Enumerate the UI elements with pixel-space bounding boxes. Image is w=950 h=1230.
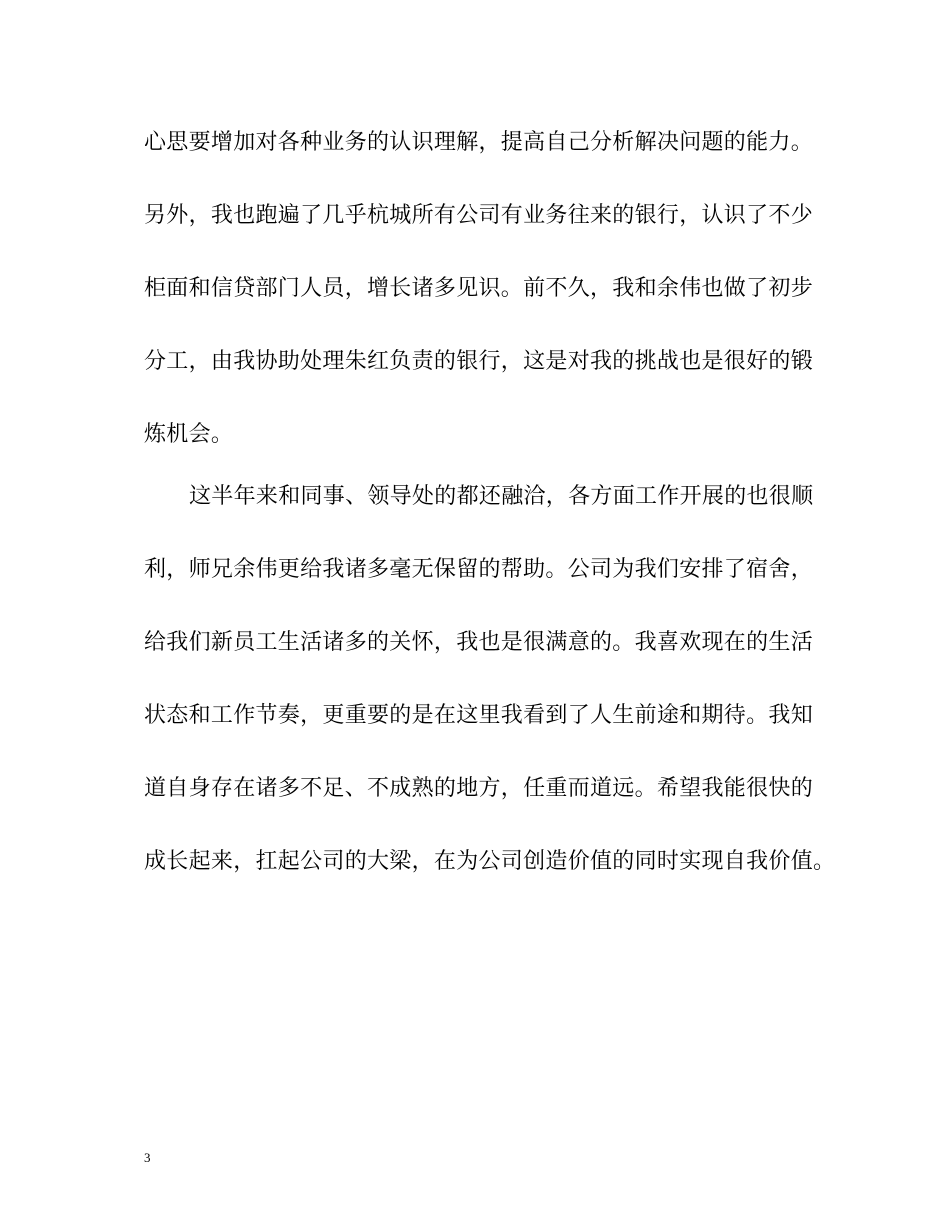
paragraph-1-line-3: 柜面和信贷部门人员，增长诸多见识。前不久，我和余伟也做了初步: [144, 276, 814, 301]
paragraph-2-line-6: 成长起来，扛起公司的大梁，在为公司创造价值的同时实现自我价值。: [144, 849, 836, 874]
page-number: 3: [144, 1150, 151, 1165]
paragraph-2-line-3: 给我们新员工生活诸多的关怀，我也是很满意的。我喜欢现在的生活: [144, 630, 814, 655]
paragraph-2-line-1: 这半年来和同事、领导处的都还融洽，各方面工作开展的也很顺: [189, 484, 814, 509]
paragraph-1-line-1: 心思要增加对各种业务的认识理解，提高自己分析解决问题的能力。: [144, 130, 814, 155]
paragraph-1-line-5: 炼机会。: [144, 422, 234, 447]
paragraph-1-line-4: 分工，由我协助处理朱红负责的银行，这是对我的挑战也是很好的锻: [144, 349, 814, 374]
paragraph-1-line-2: 另外，我也跑遍了几乎杭城所有公司有业务往来的银行，认识了不少: [144, 203, 814, 228]
paragraph-2-line-4: 状态和工作节奏，更重要的是在这里我看到了人生前途和期待。我知: [144, 703, 814, 728]
paragraph-2-line-2: 利，师兄余伟更给我诸多毫无保留的帮助。公司为我们安排了宿舍，: [144, 557, 814, 582]
paragraph-2-line-5: 道自身存在诸多不足、不成熟的地方，任重而道远。希望我能很快的: [144, 776, 814, 801]
